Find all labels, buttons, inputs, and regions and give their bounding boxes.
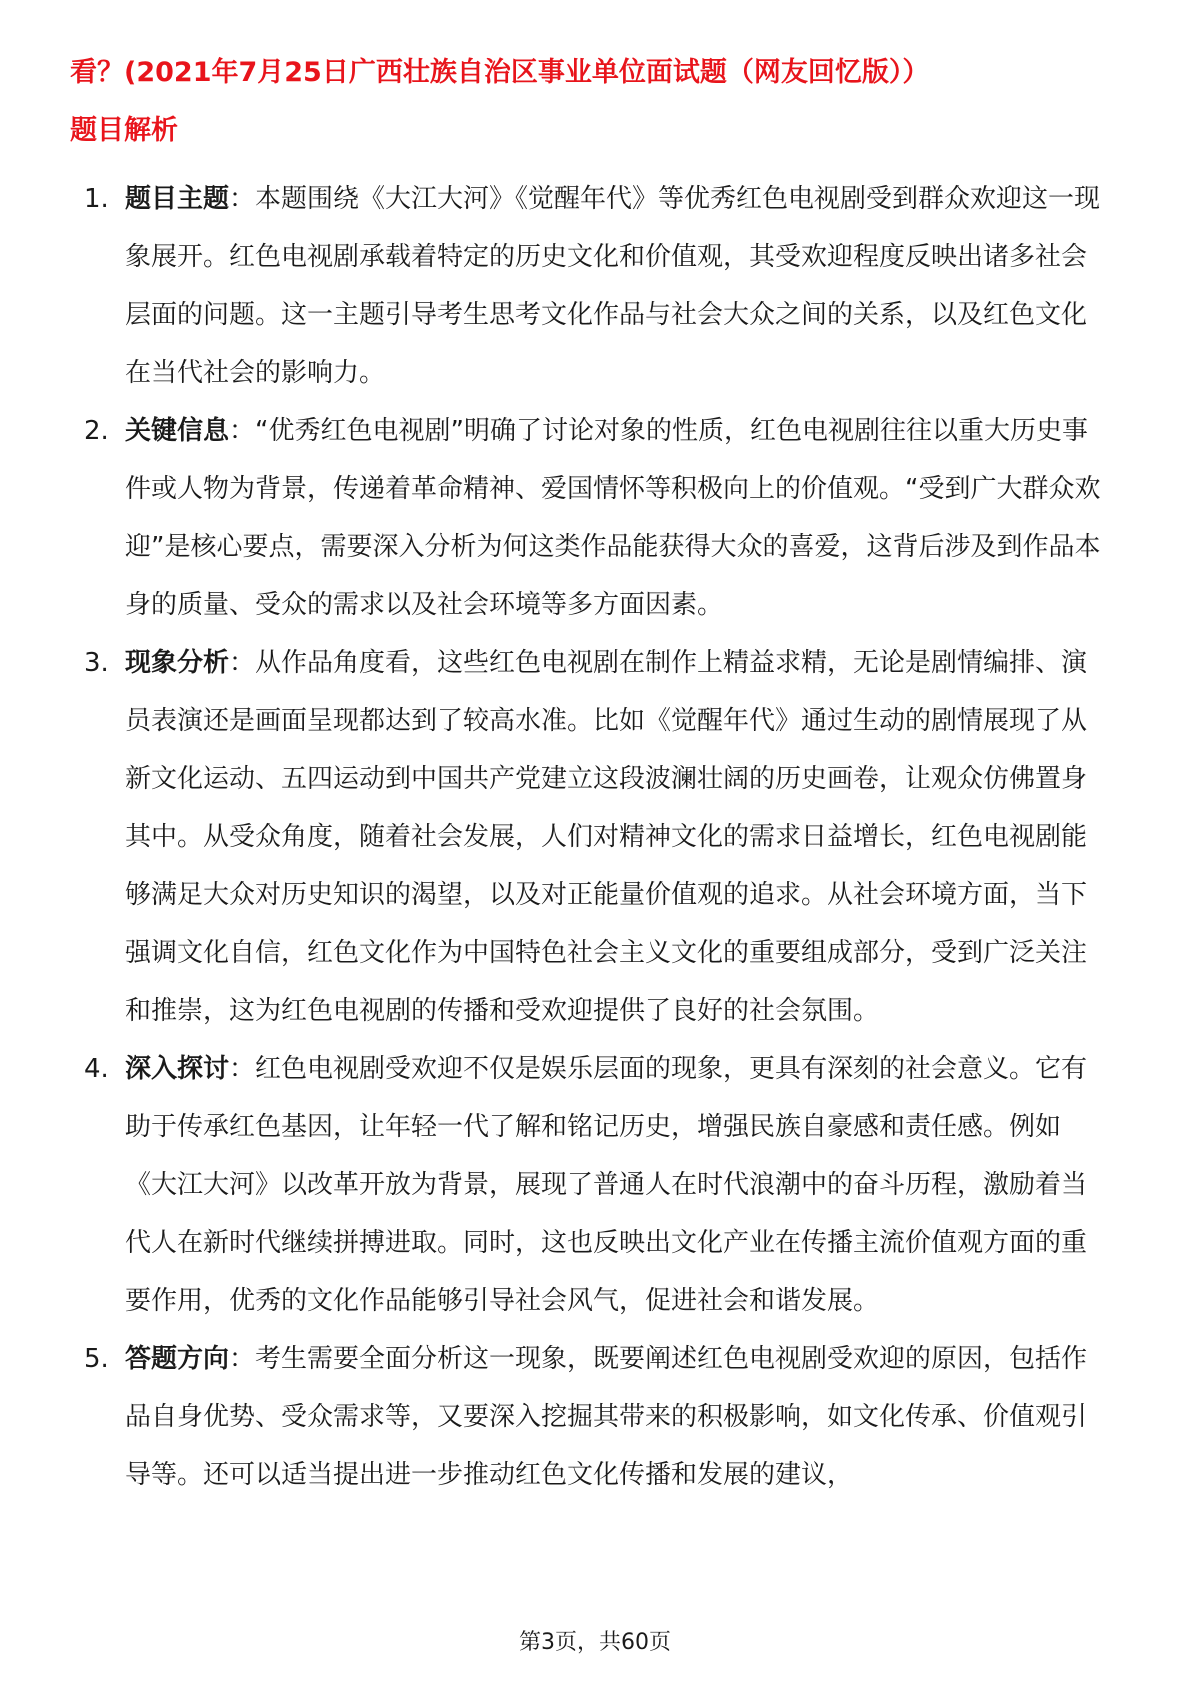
list-item xyxy=(0,1040,1190,1330)
item-keyword: 题目主题 xyxy=(125,184,230,214)
analysis-list xyxy=(0,170,1190,1504)
item-number: 3. xyxy=(84,648,109,678)
item-number: 2. xyxy=(84,416,109,446)
item-keyword: 现象分析 xyxy=(125,648,230,678)
page-number: 第3页，共60页 xyxy=(519,1630,671,1655)
item-keyword: 答题方向 xyxy=(125,1344,230,1374)
item-text: ：本题围绕《大江大河》《觉醒年代》等优秀红色电视剧受到群众欢迎这一现象展开。红色电视剧承载着特定的历史文化和价值观，其受欢迎程度反映出诸多社会层面的问题。这一主题引导考生思考文化作品与社会大众之间的关系，以及红色文化在当代社会的影响力。 xyxy=(125,184,1101,388)
item-text: ：考生需要全面分析这一现象，既要阐述红色电视剧受欢迎的原因，包括作品自身优势、受众需求等，又要深入挖掘其带来的积极影响，如文化传承、价值观引导等。还可以适当提出进一步推动红色文化传播和发展的建议， xyxy=(125,1344,1088,1490)
section-heading: 题目解析 xyxy=(70,115,178,146)
item-keyword: 关键信息 xyxy=(125,416,230,446)
item-keyword: 深入探讨 xyxy=(125,1054,230,1084)
list-item xyxy=(0,170,1190,402)
item-number: 4. xyxy=(84,1054,109,1084)
list-item xyxy=(0,402,1190,634)
item-text: ：红色电视剧受欢迎不仅是娱乐层面的现象，更具有深刻的社会意义。它有助于传承红色基因，让年轻一代了解和铭记历史，增强民族自豪感和责任感。例如《大江大河》以改革开放为背景，展现了普通人在时代浪潮中的奋斗历程，激励着当代人在新时代继续拼搏进取。同时，这也反映出文化产业在传播主流价值观方面的重要作用，优秀的文化作品能够引导社会风气，促进社会和谐发展。 xyxy=(125,1054,1088,1316)
item-number: 1. xyxy=(84,184,109,214)
question-title: 看？(2021年7月25日广西壮族自治区事业单位面试题（网友回忆版）） xyxy=(70,57,930,88)
list-item xyxy=(0,634,1190,1040)
list-item xyxy=(0,1330,1190,1504)
item-text: ：从作品角度看，这些红色电视剧在制作上精益求精，无论是剧情编排、演员表演还是画面呈现都达到了较高水准。比如《觉醒年代》通过生动的剧情展现了从新文化运动、五四运动到中国共产党建立这段波澜壮阔的历史画卷，让观众仿佛置身其中。从受众角度，随着社会发展，人们对精神文化的需求日益增长，红色电视剧能够满足大众对历史知识的渴望，以及对正能量价值观的追求。从社会环境方面，当下强调文化自信，红色文化作为中国特色社会主义文化的重要组成部分，受到广泛关注和推崇，这为红色电视剧的传播和受欢迎提供了良好的社会氛围。 xyxy=(125,648,1088,1026)
item-number: 5. xyxy=(84,1344,109,1374)
item-text: ：“优秀红色电视剧”明确了讨论对象的性质，红色电视剧往往以重大历史事件或人物为背景，传递着革命精神、爱国情怀等积极向上的价值观。“受到广大群众欢迎”是核心要点，需要深入分析为何这类作品能获得大众的喜爱，这背后涉及到作品本身的质量、受众的需求以及社会环境等多方面因素。 xyxy=(125,416,1101,620)
